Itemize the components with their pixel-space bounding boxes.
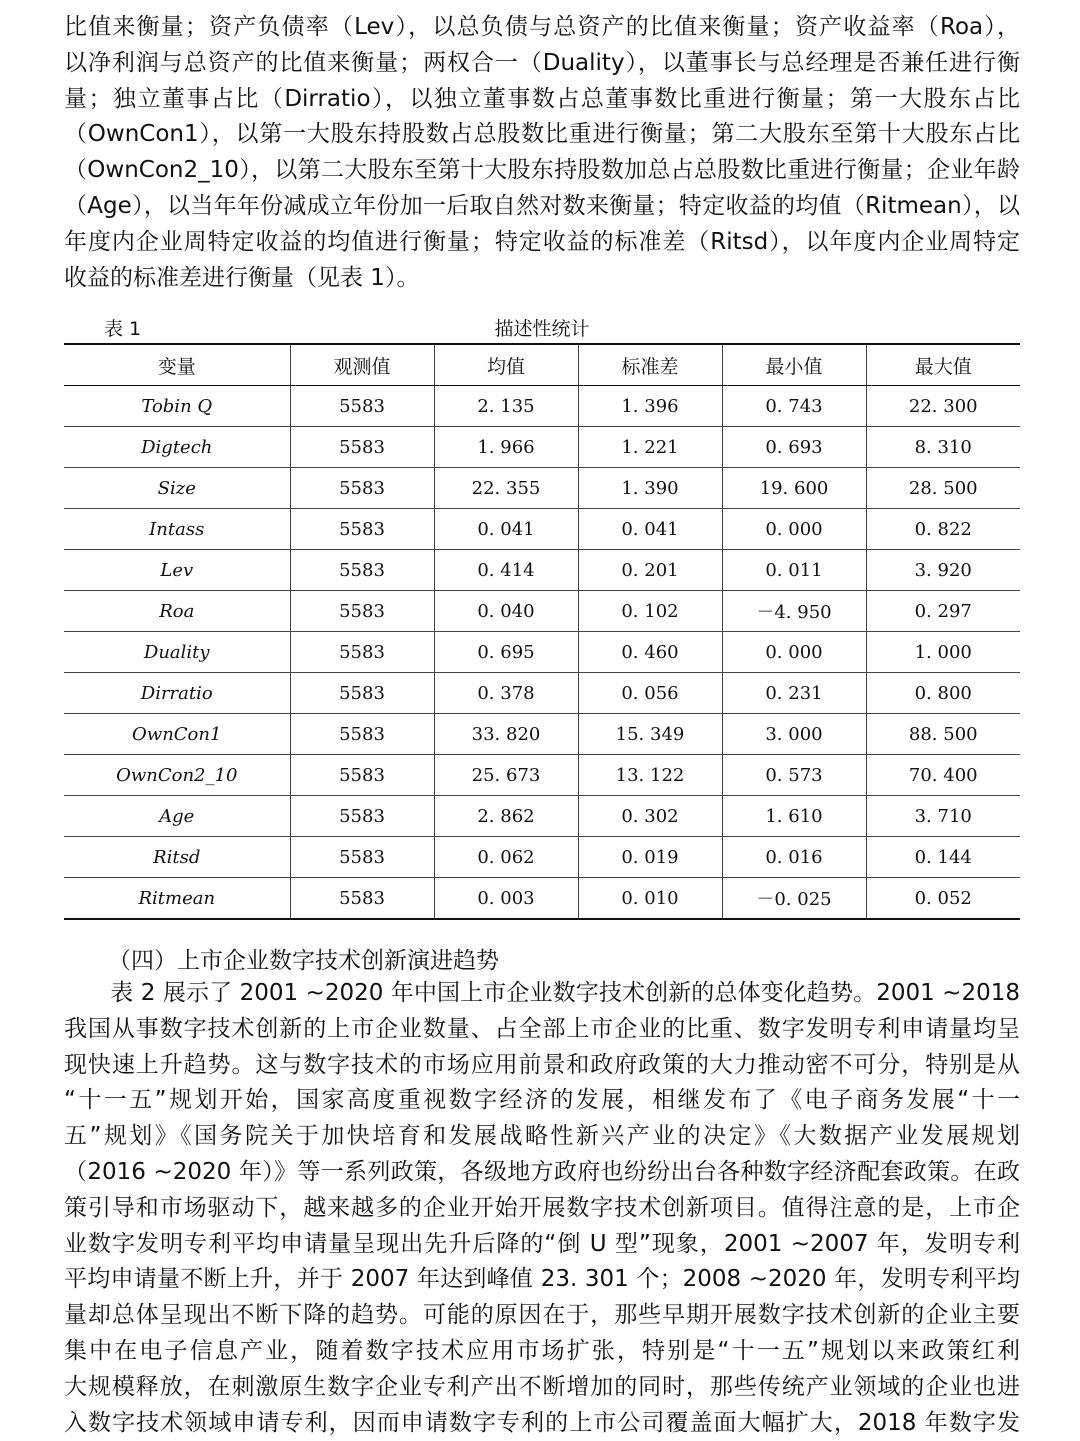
table-cell: 0. 302 xyxy=(578,796,722,837)
table-cell: 5583 xyxy=(290,550,434,591)
text-line: （2016 ~2020 年）》等一系列政策，各级地方政府也纷纷出台各种数字经济配套政策。在政 xyxy=(64,1158,1020,1185)
variable-name-cell: Digtech xyxy=(64,427,290,468)
descriptive-statistics-table xyxy=(64,343,1020,920)
table-cell: 3. 710 xyxy=(866,796,1020,837)
table-row xyxy=(64,755,1020,796)
text-line: 比值来衡量；资产负债率（Lev），以总负债与总资产的比值来衡量；资产收益率（Roa）， xyxy=(64,14,1020,40)
table-cell: 0. 003 xyxy=(434,878,578,920)
table-cell: 5583 xyxy=(290,755,434,796)
table-cell: 0. 041 xyxy=(434,509,578,550)
table-cell: 5583 xyxy=(290,878,434,920)
table-cell: 0. 201 xyxy=(578,550,722,591)
table-cell: 0. 102 xyxy=(578,591,722,632)
table-cell: 0. 378 xyxy=(434,673,578,714)
table-cell: 0. 000 xyxy=(722,509,866,550)
table-row xyxy=(64,550,1020,591)
table-cell: 19. 600 xyxy=(722,468,866,509)
table-row xyxy=(64,796,1020,837)
text-line: 年度内企业周特定收益的均值进行衡量；特定收益的标准差（Ritsd），以年度内企业周特定 xyxy=(64,228,1020,255)
table-cell: 5583 xyxy=(290,509,434,550)
text-line: 入数字技术领域申请专利，因而申请数字专利的上市公司覆盖面大幅扩大，2018 年数字发 xyxy=(64,1409,1020,1436)
table-cell: 0. 040 xyxy=(434,591,578,632)
table-cell: 33. 820 xyxy=(434,714,578,755)
variable-name-cell: OwnCon1 xyxy=(64,714,290,755)
table-cell: 0. 010 xyxy=(578,878,722,920)
section-heading: （四）上市企业数字技术创新演进趋势 xyxy=(108,948,499,974)
table-label: 表 1 xyxy=(104,318,142,340)
table-cell: 25. 673 xyxy=(434,755,578,796)
text-line: 业数字发明专利平均申请量呈现出先升后降的“倒 U 型”现象，2001 ~2007 年，发明专利 xyxy=(64,1230,1020,1257)
column-header: 变量 xyxy=(64,344,290,386)
text-line: （OwnCon2_10），以第二大股东至第十大股东持股数加总占总股数比重进行衡量；企业年龄 xyxy=(64,157,1020,184)
variable-name-cell: Size xyxy=(64,468,290,509)
table-cell: 28. 500 xyxy=(866,468,1020,509)
table-cell: 1. 000 xyxy=(866,632,1020,673)
table-cell: 0. 693 xyxy=(722,427,866,468)
table-cell: 3. 000 xyxy=(722,714,866,755)
table-row xyxy=(64,837,1020,878)
table-cell: 0. 000 xyxy=(722,632,866,673)
table-cell: 0. 460 xyxy=(578,632,722,673)
table-cell: 0. 800 xyxy=(866,673,1020,714)
variable-name-cell: Ritsd xyxy=(64,837,290,878)
table-cell: 1. 966 xyxy=(434,427,578,468)
table-cell: 5583 xyxy=(290,837,434,878)
intro-paragraph xyxy=(64,10,1020,296)
variable-name-cell: Intass xyxy=(64,509,290,550)
text-line: 收益的标准差进行衡量（见表 1）。 xyxy=(64,264,420,291)
table-cell: 5583 xyxy=(290,673,434,714)
table-cell: 0. 011 xyxy=(722,550,866,591)
table-row xyxy=(64,673,1020,714)
table-row xyxy=(64,386,1020,427)
text-line: 大规模释放，在刺激原生数字企业专利产出不断增加的同时，那些传统产业领域的企业也进 xyxy=(64,1373,1020,1400)
text-line: “十一五”规划开始，国家高度重视数字经济的发展，相继发布了《电子商务发展“十一 xyxy=(64,1087,1020,1114)
table-cell: 0. 573 xyxy=(722,755,866,796)
table-row xyxy=(64,427,1020,468)
table-cell: 22. 300 xyxy=(866,386,1020,427)
table-cell: 5583 xyxy=(290,796,434,837)
column-header: 观测值 xyxy=(290,344,434,386)
table-cell: 0. 822 xyxy=(866,509,1020,550)
table-cell: 5583 xyxy=(290,468,434,509)
table-cell: 5583 xyxy=(290,714,434,755)
table-cell: 15. 349 xyxy=(578,714,722,755)
table-cell: 0. 052 xyxy=(866,878,1020,920)
table-row xyxy=(64,632,1020,673)
table-cell: 5583 xyxy=(290,427,434,468)
column-header: 最小值 xyxy=(722,344,866,386)
text-line: 平均申请量不断上升，并于 2007 年达到峰值 23. 301 个；2008 ~2020 年，发明专利平均 xyxy=(64,1266,1020,1293)
table-caption xyxy=(64,312,1020,342)
table-row xyxy=(64,591,1020,632)
table-cell: 8. 310 xyxy=(866,427,1020,468)
table-cell: 2. 862 xyxy=(434,796,578,837)
table-cell: 13. 122 xyxy=(578,755,722,796)
text-line: 以净利润与总资产的比值来衡量；两权合一（Duality），以董事长与总经理是否兼任进行衡 xyxy=(64,49,1020,76)
table-row xyxy=(64,468,1020,509)
text-line: 现快速上升趋势。这与数字技术的市场应用前景和政府政策的大力推动密不可分，特别是从 xyxy=(64,1051,1020,1078)
table-cell: 0. 041 xyxy=(578,509,722,550)
table-cell: 0. 016 xyxy=(722,837,866,878)
column-header: 均值 xyxy=(434,344,578,386)
text-line: （Age），以当年年份减成立年份加一后取自然对数来衡量；特定收益的均值（Ritmean），以 xyxy=(64,192,1020,219)
column-header: 最大值 xyxy=(866,344,1020,386)
table-cell: 22. 355 xyxy=(434,468,578,509)
table-cell: 70. 400 xyxy=(866,755,1020,796)
text-line: 集中在电子信息产业，随着数字技术应用市场扩张，特别是“十一五”规划以来政策红利 xyxy=(64,1337,1020,1364)
text-line: 量；独立董事占比（Dirratio），以独立董事数占总董事数比重进行衡量；第一大股东占比 xyxy=(64,85,1020,112)
body-paragraph xyxy=(64,976,1020,1441)
text-line: 量却总体呈现出不断下降的趋势。可能的原因在于，那些早期开展数字技术创新的企业主要 xyxy=(64,1302,1020,1329)
table-cell: 0. 695 xyxy=(434,632,578,673)
table-cell: －4. 950 xyxy=(722,591,866,632)
table-row xyxy=(64,509,1020,550)
table-cell: 0. 144 xyxy=(866,837,1020,878)
table-cell: 0. 297 xyxy=(866,591,1020,632)
column-header: 标准差 xyxy=(578,344,722,386)
table-cell: 0. 062 xyxy=(434,837,578,878)
table-cell: 3. 920 xyxy=(866,550,1020,591)
variable-name-cell: Dirratio xyxy=(64,673,290,714)
variable-name-cell: Tobin Q xyxy=(64,386,290,427)
table-cell: 0. 414 xyxy=(434,550,578,591)
table-cell: 0. 019 xyxy=(578,837,722,878)
table-cell: 88. 500 xyxy=(866,714,1020,755)
variable-name-cell: Age xyxy=(64,796,290,837)
text-line: 我国从事数字技术创新的上市企业数量、占全部上市企业的比重、数字发明专利申请量均呈 xyxy=(64,1015,1020,1042)
variable-name-cell: Roa xyxy=(64,591,290,632)
text-line: 五”规划》《国务院关于加快培育和发展战略性新兴产业的决定》《大数据产业发展规划 xyxy=(64,1123,1020,1150)
text-line: （OwnCon1），以第一大股东持股数占总股数比重进行衡量；第二大股东至第十大股东占比 xyxy=(64,121,1020,148)
variable-name-cell: OwnCon2_10 xyxy=(64,755,290,796)
table-row xyxy=(64,878,1020,920)
table-cell: 1. 610 xyxy=(722,796,866,837)
table-cell: 0. 231 xyxy=(722,673,866,714)
table-cell: 2. 135 xyxy=(434,386,578,427)
table-cell: 1. 396 xyxy=(578,386,722,427)
table-title: 描述性统计 xyxy=(494,318,590,340)
text-line: 策引导和市场驱动下，越来越多的企业开始开展数字技术创新项目。值得注意的是，上市企 xyxy=(64,1194,1020,1221)
table-header-row xyxy=(64,344,1020,386)
table-cell: 0. 743 xyxy=(722,386,866,427)
table-cell: 0. 056 xyxy=(578,673,722,714)
table-row xyxy=(64,714,1020,755)
table-cell: －0. 025 xyxy=(722,878,866,920)
variable-name-cell: Ritmean xyxy=(138,887,216,909)
text-line: 表 2 展示了 2001 ~2020 年中国上市企业数字技术创新的总体变化趋势。2001 ~2018 xyxy=(110,980,1020,1006)
table-cell: 5583 xyxy=(290,591,434,632)
table-cell: 1. 390 xyxy=(578,468,722,509)
table-cell: 1. 221 xyxy=(578,427,722,468)
variable-name-cell: Duality xyxy=(64,632,290,673)
table-cell: 5583 xyxy=(290,632,434,673)
variable-name-cell: Lev xyxy=(64,550,290,591)
table-cell: 5583 xyxy=(290,386,434,427)
